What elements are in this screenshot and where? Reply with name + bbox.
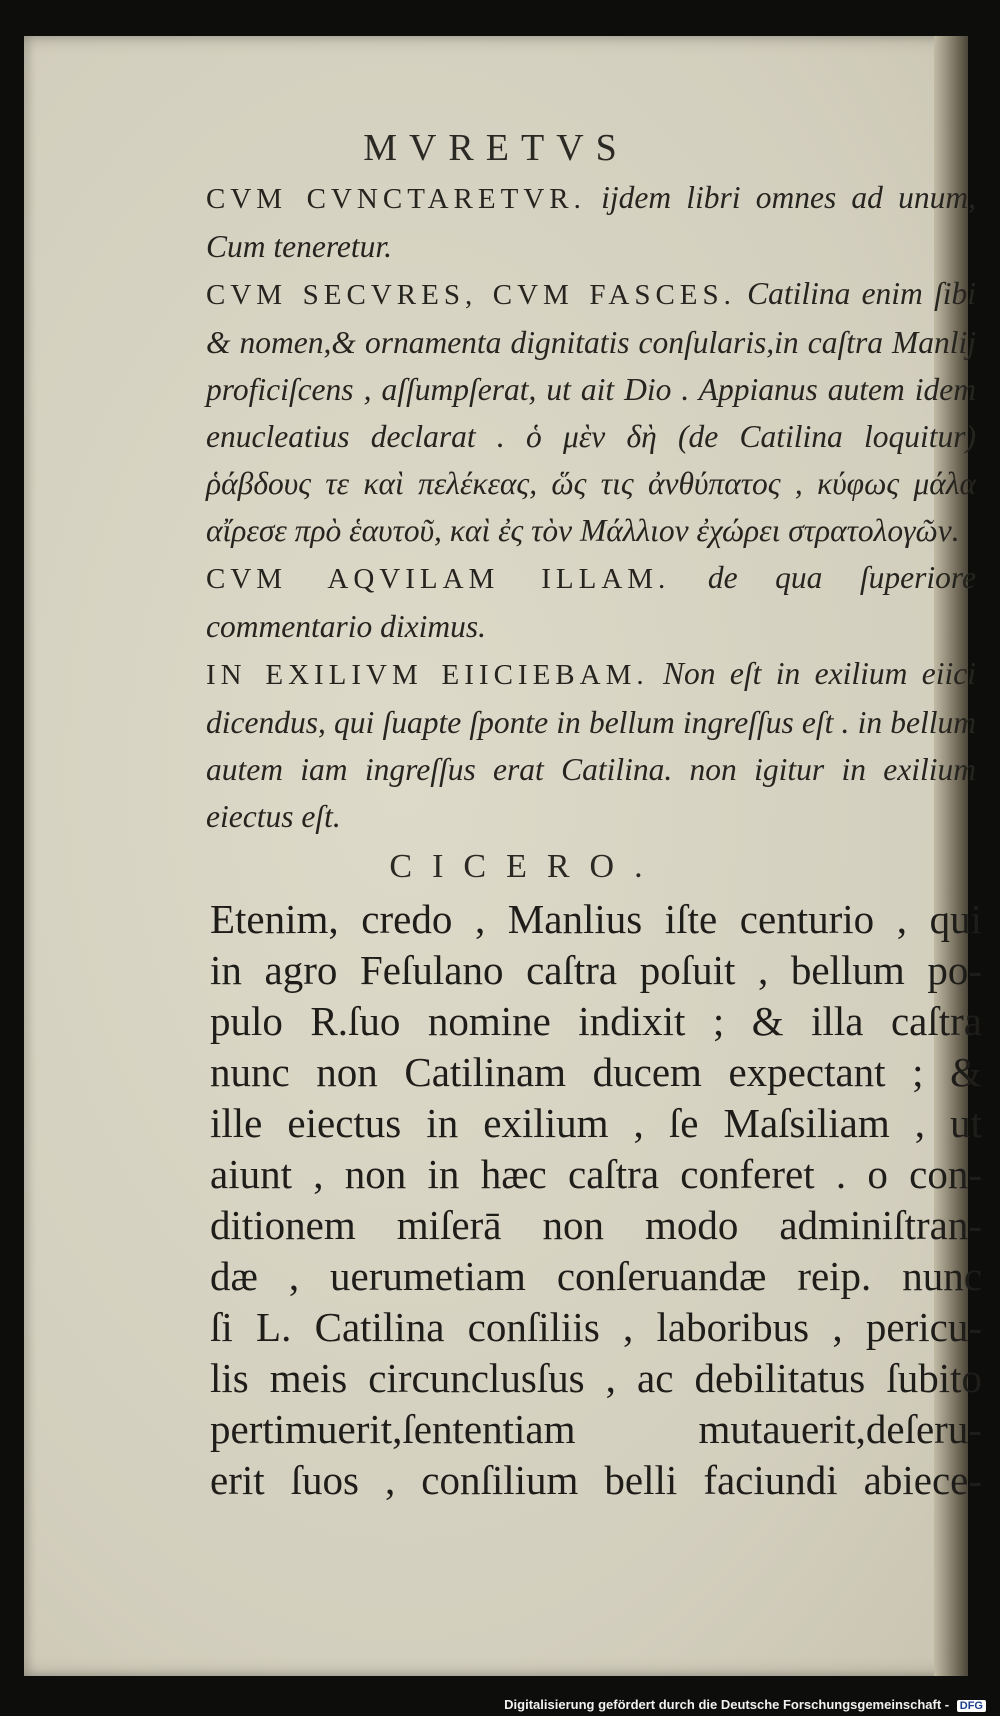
dfg-logo: DFG	[957, 1700, 986, 1712]
text-line: erit ſuos , conſilium belli faciundi abiece-	[210, 1457, 982, 1503]
commentary-block	[206, 174, 976, 840]
commentary-entry	[206, 270, 976, 554]
text-line: pulo R.ſuo nomine indixit ; & illa caſtra	[210, 998, 982, 1044]
digitization-credit	[504, 1697, 986, 1712]
text-line: aiunt , non in hæc caſtra conferet . o con-	[210, 1151, 982, 1197]
text-line: ille eiectus in exilium , ſe Maſsiliam , ut	[210, 1100, 982, 1146]
text-line: ſi L. Catilina conſiliis , laboribus , pericu-	[210, 1304, 982, 1350]
book-page	[24, 36, 982, 1676]
commentary-entry	[206, 650, 976, 840]
lemma: CVM CVNCTARETVR.	[206, 183, 586, 215]
commentary-entry	[206, 174, 976, 270]
text-line: nunc non Catilinam ducem expectant ; &	[210, 1049, 982, 1095]
main-text	[210, 894, 982, 1506]
commentary-entry	[206, 554, 976, 650]
gloss: Catilina enim ſibi & nomen,& ornamenta dignitatis conſularis,in caſtra Manlij proficiſcens , aſſumpſerat, ut ait Dio . Appianus autem idem enucleatius declarat . ὁ μὲν δὴ (de Catilina loquitur) ῥάβδους τε καὶ πελέκεας, ὥς τις ἀνθύπατος , κύφως μάλα αἴρεσε πρὸ ἑαυτοῦ, καὶ ἐς τὸν Μάλλιον ἐχώρει στρατολογῶν.	[206, 276, 976, 548]
section-heading: CICERO.	[389, 848, 663, 885]
gloss: ijdem libri omnes ad unum, Cum teneretur.	[206, 180, 976, 264]
lemma: IN EXILIVM EIICIEBAM.	[206, 659, 649, 691]
text-line: pertimuerit,ſententiam mutauerit,deſeru-	[210, 1406, 982, 1452]
gloss: de qua ſuperiore commentario diximus.	[206, 560, 976, 644]
lemma: CVM SECVRES, CVM FASCES.	[206, 279, 736, 311]
text-line: ditionem miſerā non modo adminiſtran-	[210, 1202, 982, 1248]
running-title: MVRETVS	[363, 127, 629, 169]
text-line: in agro Feſulano caſtra poſuit , bellum po-	[210, 947, 982, 993]
lemma: CVM AQVILAM ILLAM.	[206, 563, 671, 595]
gloss: Non eſt in exilium eiici dicendus, qui ſuapte ſponte in bellum ingreſſus eſt . in bellum autem iam ingreſſus erat Catilina. non igitur in exilium eiectus eſt.	[206, 656, 976, 834]
credit-text: Digitalisierung gefördert durch die Deutsche Forschungsgemeinschaft -	[504, 1697, 950, 1712]
text-line: lis meis circunclusſus , ac debilitatus ſubito	[210, 1355, 982, 1401]
text-line: dæ , uerumetiam conſeruandæ reip. nunc	[210, 1253, 982, 1299]
text-line: Etenim, credo , Manlius iſte centurio , qui	[210, 896, 982, 942]
